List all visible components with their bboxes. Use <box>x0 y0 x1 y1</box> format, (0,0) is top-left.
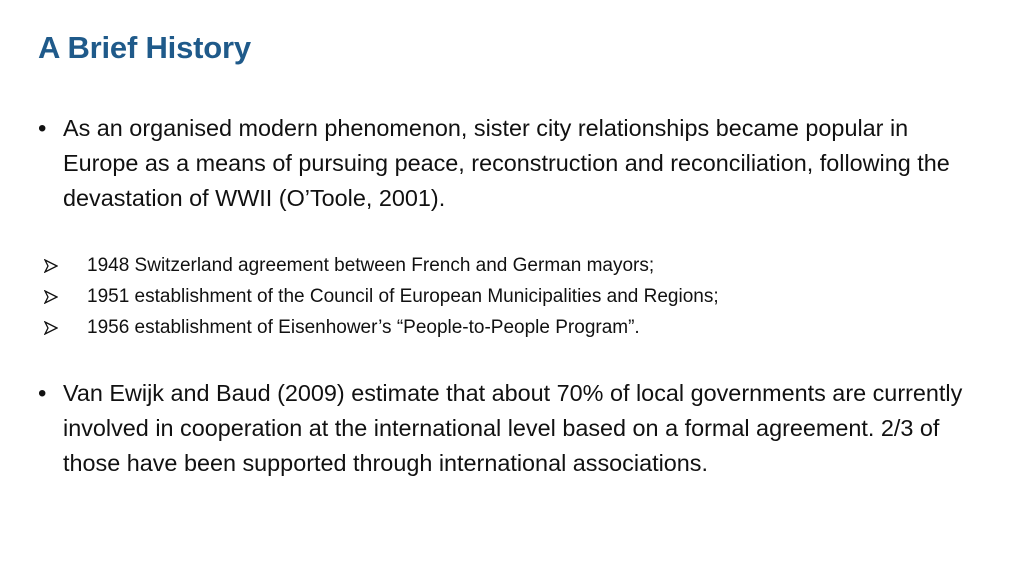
bullet-item <box>38 376 988 481</box>
arrowhead-icon <box>44 321 87 335</box>
sub-bullet-text: 1956 establishment of Eisenhower’s “People-to-People Program”. <box>87 317 640 338</box>
sub-bullet-text: 1951 establishment of the Council of European Municipalities and Regions; <box>87 286 719 307</box>
bullet-dot-icon: • <box>38 115 47 142</box>
sub-bullet-list <box>44 250 984 343</box>
arrowhead-icon <box>44 290 87 304</box>
sub-bullet-item <box>44 281 984 312</box>
slide-title: A Brief History <box>38 30 251 65</box>
bullet-item <box>38 111 988 216</box>
sub-bullet-item <box>44 312 984 343</box>
bullet-text: As an organised modern phenomenon, sister city relationships became popular in Europe as a means of pursuing peace, reconstruction and reconciliation, following the devastation of WWII (O’Toole, 2001). <box>63 115 950 211</box>
sub-bullet-text: 1948 Switzerland agreement between French and German mayors; <box>87 255 655 276</box>
sub-bullet-item <box>44 250 984 281</box>
bullet-dot-icon: • <box>38 380 47 407</box>
arrowhead-icon <box>44 259 87 273</box>
bullet-text: Van Ewijk and Baud (2009) estimate that about 70% of local governments are currently involved in cooperation at the international level based on a formal agreement. 2/3 of those have been supported through international associations. <box>63 380 963 476</box>
